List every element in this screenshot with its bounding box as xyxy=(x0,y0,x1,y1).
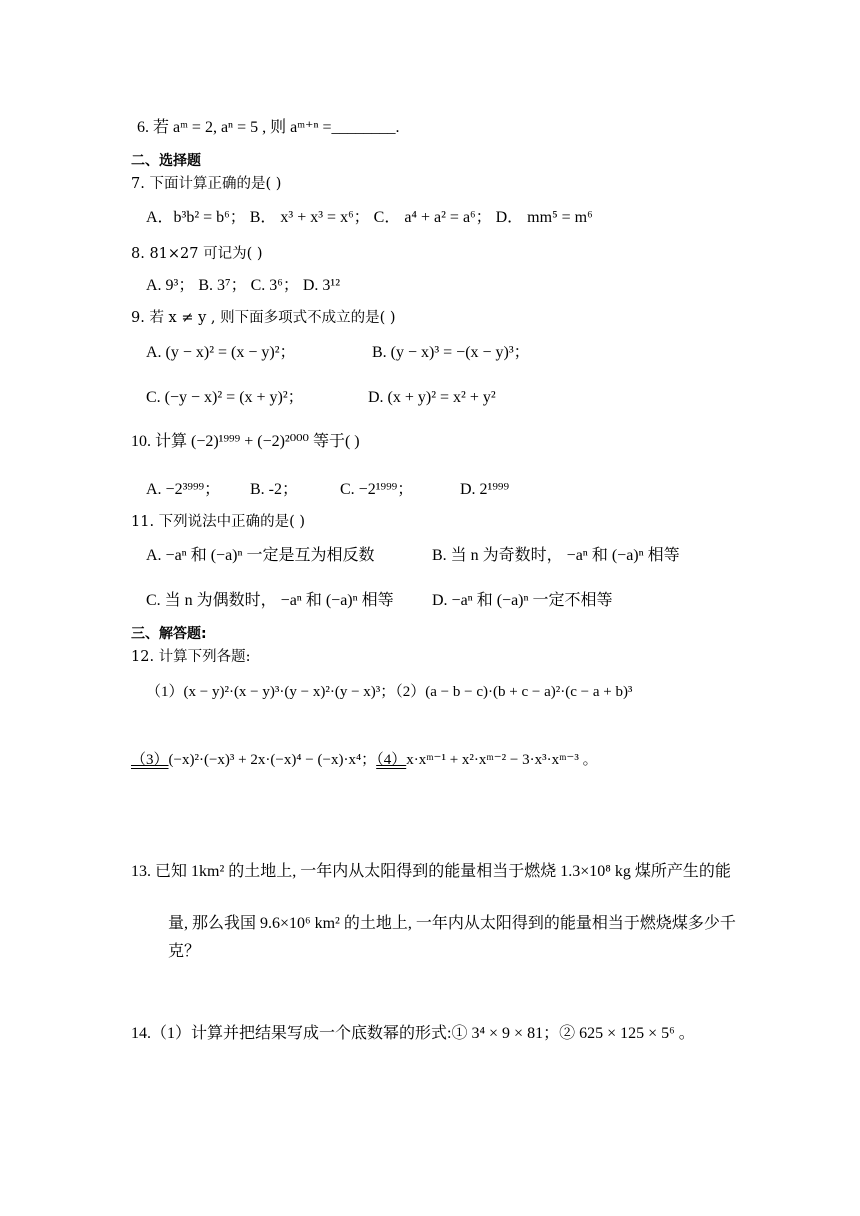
question-11-option-a: A. −aⁿ 和 (−a)ⁿ 一定是互为相反数 xyxy=(146,547,375,564)
question-9-stem: 9. 若 x ≠ y , 则下面多项式不成立的是( ) xyxy=(131,310,396,326)
question-7-stem: 7. 下面计算正确的是( ) xyxy=(131,176,282,192)
part-4-expression: x·xᵐ⁻¹ + x²·xᵐ⁻² − 3·x³·xᵐ⁻³ 。 xyxy=(406,752,598,768)
question-9-option-d: D. (x + y)² = x² + y² xyxy=(368,389,496,406)
question-10-option-d: D. 2¹⁹⁹⁹ xyxy=(460,481,510,498)
question-13-line-1: 13. 已知 1km² 的土地上, 一年内从太阳得到的能量相当于燃烧 1.3×10⁸ kg 煤所产生的能 xyxy=(131,863,731,880)
question-9-option-a: A. (y − x)² = (x − y)²； xyxy=(146,344,296,361)
question-7-options: A．b³b² = b⁶； B． x³ + x³ = x⁶； C． a⁴ + a² = a⁶； D． mm⁵ = m⁶ xyxy=(146,209,593,226)
question-12-parts-1-2: （1）(x − y)²·(x − y)³·(y − x)²·(y − x)³；（2）(a − b − c)·(b + c − a)²·(c − a + b)³ xyxy=(146,684,633,700)
question-12-stem: 12. 计算下列各题: xyxy=(131,649,251,665)
part-3-expression: (−x)²·(−x)³ + 2x·(−x)⁴ − (−x)·x⁴； xyxy=(168,752,377,768)
question-8-options: A. 9³； B. 3⁷； C. 3⁶； D. 3¹² xyxy=(146,277,341,294)
question-10-option-c: C. −2¹⁹⁹⁹； xyxy=(340,481,414,498)
question-10-option-a: A. −2³⁹⁹⁹； xyxy=(146,481,221,498)
question-9-option-b: B. (y − x)³ = −(x − y)³； xyxy=(372,344,530,361)
part-3-label: （3） xyxy=(131,752,169,768)
part-4-label: （4） xyxy=(376,752,407,768)
question-11-option-c: C. 当 n 为偶数时， −aⁿ 和 (−a)ⁿ 相等 xyxy=(146,592,394,609)
question-10-option-b: B. -2； xyxy=(250,481,299,498)
section-choice-heading: 二、选择题 xyxy=(131,153,201,169)
question-13-line-3: 克？ xyxy=(168,943,201,960)
question-8-stem: 8. 81×27 可记为( ) xyxy=(131,246,263,262)
question-10-stem: 10. 计算 (−2)¹⁹⁹⁹ + (−2)²⁰⁰⁰ 等于( ) xyxy=(131,433,360,450)
question-11-option-b: B. 当 n 为奇数时， −aⁿ 和 (−a)ⁿ 相等 xyxy=(432,547,680,564)
question-14: 14.（1）计算并把结果写成一个底数幂的形式:① 3⁴ × 9 × 81；② 625 × 125 × 5⁶ 。 xyxy=(131,1025,695,1042)
question-13-line-2: 量, 那么我国 9.6×10⁶ km² 的土地上, 一年内从太阳得到的能量相当于燃烧煤多少千 xyxy=(168,915,736,932)
question-11-option-d: D. −aⁿ 和 (−a)ⁿ 一定不相等 xyxy=(432,592,613,609)
section-answer-heading: 三、解答题: xyxy=(131,626,207,642)
question-9-option-c: C. (−y − x)² = (x + y)²； xyxy=(146,389,304,406)
question-12-parts-3-4 xyxy=(131,750,598,770)
question-6: 6. 若 aᵐ = 2, aⁿ = 5 , 则 aᵐ⁺ⁿ =________. xyxy=(137,119,400,136)
question-11-stem: 11. 下列说法中正确的是( ) xyxy=(131,514,306,530)
